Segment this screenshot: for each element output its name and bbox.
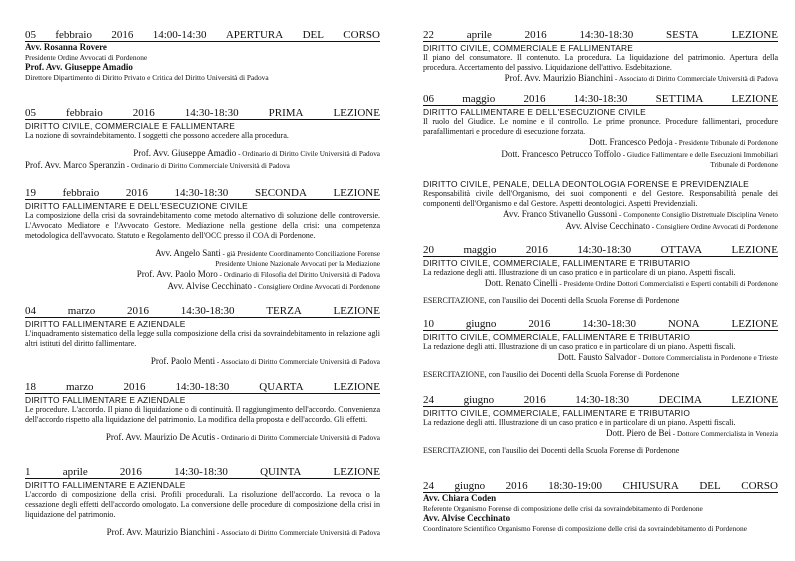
session-topic: DIRITTO CIVILE, COMMERCIALE, FALLIMENTARE E TRIBUTARIO — [423, 408, 691, 418]
session-day: 05 — [25, 29, 36, 41]
session-header — [25, 107, 380, 120]
session-topic: DIRITTO FALLIMENTARE E DELL'ESECUZIONE CIVILE — [423, 107, 646, 117]
speaker-name: Avv. Franco Stivanello Gussoni — [502, 209, 618, 219]
session-title-word: LEZIONE — [731, 93, 778, 105]
session-description: La composizione della crisi da sovraindebitamento come metodo alternativo di soluzione delle controversie. L'Avvocato Mediatore e l'Avvocato Gestore. Mediazione nella gestione della crisi: una competenza metodologica dell'avvocato. Statuto e Regolamento dell'OCC presso il COA di Pordenone. — [25, 211, 380, 240]
session-closing — [423, 480, 778, 533]
speaker — [25, 160, 380, 172]
session-title-word: TERZA — [266, 305, 302, 317]
session-title-word: CHIUSURA — [622, 480, 679, 492]
session-year: 2016 — [111, 29, 134, 41]
session-time: 14:30-18:30 — [577, 244, 632, 256]
session-title-word: LEZIONE — [333, 107, 380, 119]
speaker-name: Prof. Avv. Giuseppe Amadio — [25, 62, 133, 72]
session-description: La nozione di sovraindebitamento. I soggetti che possono accedere alla procedura. — [25, 131, 289, 140]
session-terza-lezione — [25, 305, 380, 368]
session-time: 18:30-19:00 — [548, 480, 602, 492]
speaker-role: - Ordinario di Filosofia del Diritto Università di Padova — [217, 271, 380, 279]
session-header — [25, 305, 380, 318]
session-title-word: OTTAVA — [660, 244, 703, 256]
speaker-role: - Presidente Tribunale di Pordenone — [672, 139, 778, 147]
session-topic: DIRITTO FALLIMENTARE E AZIENDALE — [25, 319, 186, 329]
session-description: Responsabilità civile dell'Organismo, dei suoi componenti e del Gestore. Responsabilità penale dei componenti dell'Organismo e dal Gestore. Aspetti deontologici. Aspetti Previdenziali. — [423, 189, 778, 208]
speaker-role: - Dottore Commercialista in Venezia — [670, 430, 778, 438]
speaker-name: Dott. Francesco Pedoja — [589, 137, 673, 147]
session-sesta-lezione — [423, 29, 778, 85]
session-topic: DIRITTO CIVILE, COMMERCIALE, FALLIMENTARE E TRIBUTARIO — [423, 332, 691, 342]
session-day: 19 — [25, 187, 36, 199]
session-opening — [25, 29, 380, 82]
speaker — [423, 149, 778, 170]
speaker — [25, 269, 380, 281]
session-day: 06 — [423, 93, 434, 105]
session-title-word: DEL — [699, 480, 721, 492]
session-day: 05 — [25, 107, 36, 119]
speaker-role: - Ordinario di Diritto Commerciale Università di Padova — [124, 162, 290, 170]
speaker-role: - Associato di Diritto Commerciale Università di Padova — [215, 358, 380, 366]
session-year: 2016 — [528, 318, 551, 330]
session-year: 2016 — [127, 305, 150, 317]
session-description: L'inquadramento sistematico della legge sulla composizione della crisi da sovraindebitamento in relazione agli altri istituti del diritto fallimentare. — [25, 329, 380, 348]
session-month: aprile — [62, 466, 88, 478]
session-topic: DIRITTO CIVILE, COMMERCIALE, FALLIMENTARE E TRIBUTARIO — [423, 258, 691, 268]
speaker — [423, 352, 778, 364]
session-year: 2016 — [523, 93, 546, 105]
speaker — [423, 428, 778, 440]
session-topic: DIRITTO FALLIMENTARE E DELL'ESECUZIONE CIVILE — [25, 201, 248, 211]
speaker-name: Prof. Avv. Marco Speranzin — [25, 160, 125, 170]
session-year: 2016 — [119, 466, 142, 478]
exercise-note: ESERCITAZIONE, con l'ausilio dei Docenti della Scuola Forense di Pordenone — [423, 296, 680, 305]
speaker-role: - Componente Consiglio Distrettuale Disciplina Veneto — [617, 211, 778, 219]
session-quarta-lezione — [25, 381, 380, 444]
session-prima-lezione — [25, 107, 380, 172]
speaker-name: Avv. Rosanna Rovere — [25, 42, 107, 52]
session-header — [25, 466, 380, 479]
speaker-name: Dott. Renato Cinelli — [484, 278, 558, 288]
session-time: 14:30-18:30 — [575, 394, 630, 406]
session-time: 14:30-18:30 — [573, 93, 628, 105]
session-year: 2016 — [505, 480, 528, 492]
session-header — [423, 480, 778, 493]
session-day: 10 — [423, 318, 434, 330]
session-title-word: LEZIONE — [731, 29, 778, 41]
session-title-word: LEZIONE — [333, 187, 380, 199]
session-year: 2016 — [125, 187, 148, 199]
exercise-note: ESERCITAZIONE, con l'ausilio dei Docenti della Scuola Forense di Pordenone — [423, 446, 680, 455]
speaker-role: - Ordinario di Diritto Civile Università di Padova — [236, 150, 380, 158]
session-day: 24 — [423, 480, 434, 492]
speaker — [25, 432, 380, 444]
session-time: 14:30-18:30 — [180, 305, 235, 317]
session-header — [25, 29, 380, 42]
session-description: Il ruolo del Giudice. Le nomine e il controllo. Le prime pronunce. Procedure fallimentari, procedure parafallimentari e procedure di esecuzione forzata. — [423, 117, 778, 136]
session-month: maggio — [463, 244, 497, 256]
speaker — [25, 527, 380, 539]
session-day: 18 — [25, 381, 36, 393]
session-title-word: CORSO — [343, 29, 380, 41]
speaker-role: - già Presidente Coordinamento Conciliazione Forense — [220, 250, 380, 258]
session-title-word: CORSO — [741, 480, 778, 492]
speaker-name: Prof. Avv. Giuseppe Amadio — [133, 148, 237, 158]
session-time: 14:30-18:30 — [582, 318, 636, 330]
session-title-word: QUARTA — [259, 381, 304, 393]
session-time: 14:00-14:30 — [152, 29, 207, 41]
session-title-word: LEZIONE — [333, 466, 380, 478]
session-description: Il piano del consumatore. Il contenuto. La procedura. La liquidazione del patrimonio. Apertura della procedura. Accertamento del passivo. Liquidazione dell'attivo. Esdebitazione. — [423, 53, 778, 72]
speaker-name: Prof. Avv. Maurizio Bianchini — [504, 73, 614, 83]
speaker — [423, 209, 778, 221]
session-month: febbraio — [55, 29, 92, 41]
session-ottava-lezione — [423, 244, 778, 306]
session-day: 22 — [423, 29, 434, 41]
session-description: La redazione degli atti. Illustrazione di un caso pratico e in particolare di un piano. Aspetti fiscali. — [423, 268, 736, 277]
session-topic: DIRITTO CIVILE, COMMERCIALE E FALLIMENTARE — [423, 43, 634, 53]
session-day: 1 — [25, 466, 31, 478]
session-title-word: SESTA — [666, 29, 699, 41]
speaker-role-line2: Tribunale di Pordenone — [710, 161, 778, 169]
session-month: giugno — [463, 394, 495, 406]
session-topic: DIRITTO FALLIMENTARE E AZIENDALE — [25, 480, 186, 490]
session-day: 20 — [423, 244, 434, 256]
session-seconda-lezione — [25, 187, 380, 293]
session-title-word: LEZIONE — [731, 394, 778, 406]
session-topic: DIRITTO CIVILE, COMMERCIALE E FALLIMENTARE — [25, 121, 236, 131]
speaker-role: Direttore Dipartimento di Diritto Privato e Critica del Diritto Università di Padova — [25, 73, 269, 82]
session-title-word: LEZIONE — [333, 381, 380, 393]
speaker — [423, 73, 778, 85]
speaker-name: Avv. Alvise Cecchinato — [423, 513, 511, 523]
session-title-word: NONA — [667, 318, 700, 330]
speaker-role-line2: Presidente Unione Nazionale Avvocati per la Mediazione — [215, 260, 380, 268]
speaker-role: Referente Organismo Forense di composizione delle crisi da sovraindebitamento di Pordenone — [423, 504, 703, 513]
speaker — [423, 137, 778, 149]
speaker-name: Avv. Alvise Cecchinato — [167, 281, 252, 291]
session-topic: DIRITTO FALLIMENTARE E AZIENDALE — [25, 395, 186, 405]
session-time: 14:30-18:30 — [579, 29, 634, 41]
session-month: aprile — [466, 29, 492, 41]
session-quinta-lezione — [25, 466, 380, 539]
speaker-role: Presidente Ordine Avvocati di Pordenone — [25, 53, 148, 62]
session-title-word: QUINTA — [260, 466, 302, 478]
speaker-name: Avv. Angelo Santi — [155, 248, 221, 258]
session-month: maggio — [462, 93, 496, 105]
session-nona-lezione — [423, 318, 778, 380]
speaker — [423, 221, 778, 233]
speaker-role: - Ordinario di Diritto Commerciale Università di Padova — [215, 434, 380, 442]
session-month: giugno — [454, 480, 486, 492]
session-description: L'accordo di composizione della crisi. Profili procedurali. La risoluzione dell'accordo. La revoca o la cessazione degli effetti dell'accordo omologato. La conversione delle procedure di composizione della crisi in liquidazione del patrimonio. — [25, 490, 380, 519]
session-settima-lezione — [423, 93, 778, 233]
session-header — [423, 93, 778, 106]
speaker-role: - Consigliere Ordine Avvocati di Pordenone — [251, 283, 380, 291]
speaker-name: Dott. Francesco Petrucco Toffolo — [501, 149, 621, 159]
session-year: 2016 — [123, 381, 146, 393]
session-header — [25, 187, 380, 200]
session-time: 14:30-18:30 — [175, 381, 230, 393]
session-title-word: LEZIONE — [731, 318, 778, 330]
speaker-name: Dott. Piero de Bei — [605, 428, 671, 438]
speaker-role: - Dottore Commercialista in Pordenone e Trieste — [636, 354, 778, 362]
speaker — [25, 281, 380, 293]
session-title-word: PRIMA — [268, 107, 304, 119]
session-title-word: DEL — [302, 29, 324, 41]
session-month: febbraio — [62, 187, 100, 199]
speaker — [423, 278, 778, 290]
session-title-word: SECONDA — [254, 187, 307, 199]
speaker-name: Prof. Avv. Paolo Moro — [136, 269, 218, 279]
session-month: febbraio — [66, 107, 103, 119]
session-header — [423, 29, 778, 42]
speaker-role: - Giudice Fallimentare e delle Esecuzioni Immobiliari — [620, 151, 778, 159]
session-description: Le procedure. L'accordo. Il piano di liquidazione o di continuità. Il raggiungimento dell'accordo. Convenienza dell'accordo rispetto alla liquidazione del patrimonio. La modifica della proposta e dell'accordo. Gli effetti. — [25, 405, 380, 424]
speaker-name: Dott. Fausto Salvador — [557, 352, 637, 362]
session-decima-lezione — [423, 394, 778, 456]
speaker — [25, 148, 380, 160]
session-month: marzo — [66, 381, 94, 393]
session-title-word: APERTURA — [225, 29, 284, 41]
speaker-role: - Associato di Diritto Commerciale Università di Padova — [613, 75, 778, 83]
speaker-role: - Consigliere Ordine Avvocati di Pordenone — [649, 223, 778, 231]
session-title-word: LEZIONE — [731, 244, 778, 256]
session-header — [423, 318, 778, 331]
session-time: 14:30-18:30 — [174, 466, 228, 478]
session-description: La redazione degli atti. Illustrazione di un caso pratico e in particolare di un piano. Aspetti fiscali. — [423, 418, 736, 427]
session-year: 2016 — [523, 394, 546, 406]
speaker-role: - Presidente Ordine Dottori Commercialisti e Esperti contabili di Pordenone — [557, 280, 778, 288]
session-header — [25, 381, 380, 394]
session-day: 24 — [423, 394, 434, 406]
session-header — [423, 244, 778, 257]
speaker-role: Coordinatore Scientifico Organismo Forense di composizione delle crisi da sovraindebitamento di Pordenone — [423, 524, 747, 533]
session-description: La redazione degli atti. Illustrazione di un caso pratico e in particolare di un piano. Aspetti fiscali. — [423, 342, 736, 351]
session-year: 2016 — [525, 244, 548, 256]
session-month: giugno — [465, 318, 497, 330]
session-time: 14:30-18:30 — [174, 187, 229, 199]
speaker-name: Prof. Avv. Maurizio De Acutis — [105, 432, 216, 442]
session-time: 14:30-18:30 — [184, 107, 239, 119]
session-year: 2016 — [132, 107, 155, 119]
speaker — [25, 248, 380, 269]
session-title-word: DECIMA — [658, 394, 702, 406]
session-month: marzo — [67, 305, 96, 317]
session-header — [423, 394, 778, 407]
speaker-name: Avv. Chiara Coden — [423, 493, 497, 503]
speaker-name: Prof. Avv. Maurizio Bianchini — [106, 527, 216, 537]
session-year: 2016 — [524, 29, 547, 41]
speaker — [25, 356, 380, 368]
session-title-word: LEZIONE — [333, 305, 380, 317]
speaker-name: Avv. Alvise Cecchinato — [565, 221, 650, 231]
speaker-role: - Associato di Diritto Commerciale Università di Padova — [215, 529, 380, 537]
session-topic: DIRITTO CIVILE, PENALE, DELLA DEONTOLOGIA FORENSE E PREVIDENZIALE — [423, 179, 749, 189]
session-day: 04 — [25, 305, 36, 317]
exercise-note: ESERCITAZIONE, con l'ausilio dei Docenti della Scuola Forense di Pordenone — [423, 370, 680, 379]
session-title-word: SETTIMA — [655, 93, 704, 105]
speaker-name: Prof. Paolo Menti — [150, 356, 216, 366]
